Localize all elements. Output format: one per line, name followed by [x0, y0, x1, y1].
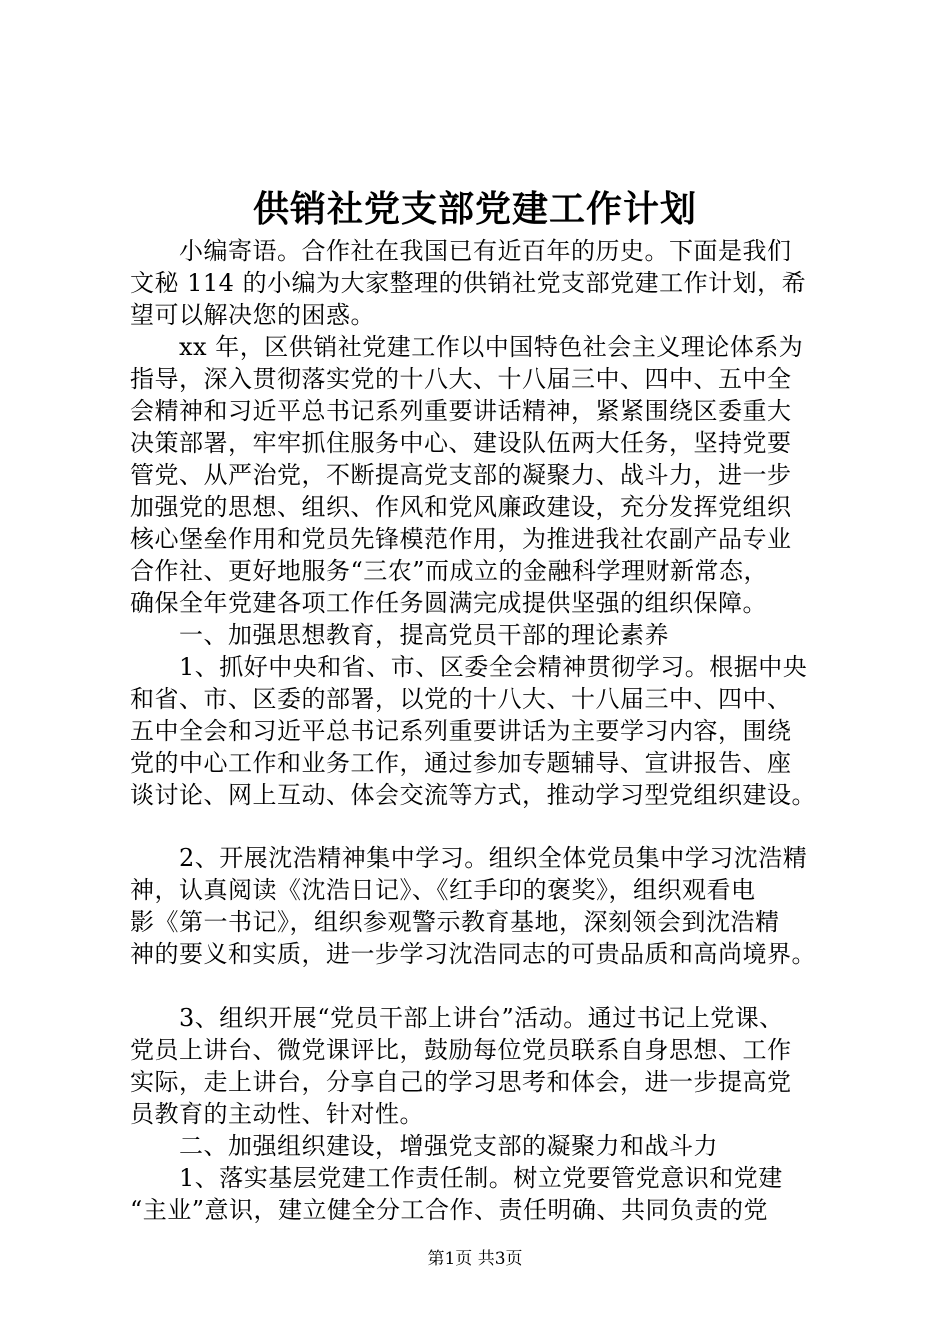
body-text-line: 党的中心工作和业务工作，通过参加专题辅导、宣讲报告、座 — [130, 749, 792, 777]
body-text-line: 3、组织开展“党员干部上讲台”活动。通过书记上党课、 — [130, 1004, 784, 1032]
body-text-line: 1、落实基层党建工作责任制。树立党要管党意识和党建 — [130, 1164, 783, 1192]
body-text-line: 文秘 114 的小编为大家整理的供销社党支部党建工作计划，希 — [130, 269, 807, 297]
body-text-line: 2、开展沈浩精神集中学习。组织全体党员集中学习沈浩精 — [130, 844, 808, 872]
body-text-line: 谈讨论、网上互动、体会交流等方式，推动学习型党组织建设。 — [130, 781, 816, 809]
page-footer: 第1页 共3页 — [427, 1249, 523, 1269]
body-text-line: 神，认真阅读《沈浩日记》、《红手印的褒奖》，组织观看电 — [130, 876, 756, 904]
body-text-line: 会精神和习近平总书记系列重要讲话精神，紧紧围绕区委重大 — [130, 397, 792, 425]
body-text-line: 五中全会和习近平总书记系列重要讲话为主要学习内容，围绕 — [130, 717, 792, 745]
body-text-line: 核心堡垒作用和党员先锋模范作用，为推进我社农副产品专业 — [130, 525, 792, 553]
body-text-line: 和省、市、区委的部署，以党的十八大、十八届三中、四中、 — [130, 685, 792, 713]
body-text-line: 二、加强组织建设，增强党支部的凝聚力和战斗力 — [130, 1132, 718, 1160]
body-text-line: 实际，走上讲台，分享自己的学习思考和体会，进一步提高党 — [130, 1068, 792, 1096]
document-title: 供销社党支部党建工作计划 — [252, 188, 697, 230]
body-text-line: 望可以解决您的困惑。 — [130, 301, 375, 329]
body-text-line: 影《第一书记》，组织参观警示教育基地，深刻领会到沈浩精 — [130, 908, 780, 936]
body-text-line: 神的要义和实质，进一步学习沈浩同志的可贵品质和高尚境界。 — [130, 940, 816, 968]
body-text-line: 小编寄语。合作社在我国已有近百年的历史。下面是我们 — [130, 237, 792, 265]
body-text-line: 确保全年党建各项工作任务圆满完成提供坚强的组织保障。 — [130, 589, 767, 617]
body-text-line: 一、加强思想教育，提高党员干部的理论素养 — [130, 621, 669, 649]
body-text-line: “主业”意识，建立健全分工合作、责任明确、共同负责的党 — [130, 1196, 769, 1224]
body-text-line: 党员上讲台、微党课评比，鼓励每位党员联系自身思想、工作 — [130, 1036, 792, 1064]
body-text-line: 1、抓好中央和省、市、区委全会精神贯彻学习。根据中央 — [130, 653, 808, 681]
body-text-line: 加强党的思想、组织、作风和党风廉政建设，充分发挥党组织 — [130, 493, 792, 521]
body-text-line: 管党、从严治党，不断提高党支部的凝聚力、战斗力，进一步 — [130, 461, 792, 489]
body-text-line: 指导，深入贯彻落实党的十八大、十八届三中、四中、五中全 — [130, 365, 792, 393]
body-text-line: 合作社、更好地服务“三农”而成立的金融科学理财新常态， — [130, 557, 769, 585]
body-text-line: 员教育的主动性、针对性。 — [130, 1100, 424, 1128]
body-text-line: 决策部署，牢牢抓住服务中心、建设队伍两大任务，坚持党要 — [130, 429, 792, 457]
body-text-line: xx 年，区供销社党建工作以中国特色社会主义理论体系为 — [130, 333, 804, 361]
